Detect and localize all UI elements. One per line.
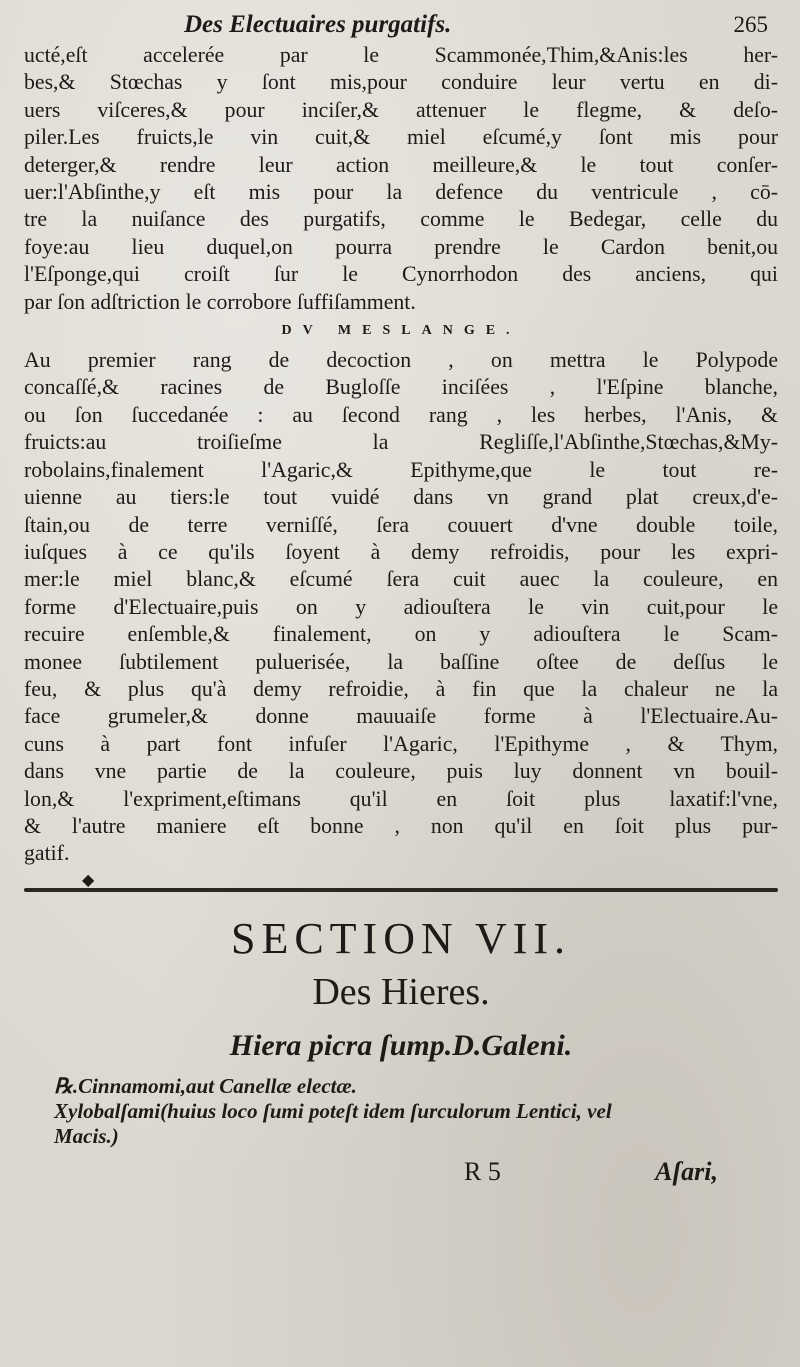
running-head-title: Des Electuaires purgatifs. (184, 11, 452, 38)
paragraph-1 (24, 42, 778, 316)
page-number: 265 (733, 12, 768, 37)
text-line: l'Eſponge,qui croiſt ſur le Cynorrhodon des anciens, qui (24, 262, 778, 287)
text-line: robolains,finalement l'Agaric,& Epithyme,que le tout re- (24, 457, 778, 482)
text-line: Au premier rang de decoction , on mettra le Polypode (24, 348, 778, 373)
text-line: mer:le miel blanc,& eſcumé ſera cuit auec la couleure, en (24, 567, 778, 592)
recipe-line: ℞.Cinnamomi,aut Canellæ electæ. (54, 1073, 357, 1098)
divider-bar (24, 888, 778, 892)
text-line: bes,& Stœchas y ſont mis,pour conduire leur vertu en di- (24, 70, 778, 95)
text-line: lon,& l'expriment,eſtimans qu'il en ſoit plus laxatif:l'vne, (24, 786, 778, 811)
recipe-ingredients (24, 1074, 778, 1149)
running-head (24, 10, 778, 40)
section-subtitle: Des Hieres. (312, 970, 490, 1013)
text-line: fruicts:au troiſieſme la Regliſſe,l'Abſinthe,Stœchas,&My- (24, 430, 778, 455)
text-line: foye:au lieu duquel,on pourra prendre le Cardon benit,ou (24, 234, 778, 259)
signature-mark: R 5 (464, 1156, 501, 1186)
text-line: uienne au tiers:le tout vuidé dans vn grand plat creux,d'e- (24, 485, 778, 510)
page-footer (24, 1149, 778, 1187)
text-line: uer:l'Abſinthe,y eſt mis pour la defence du ventricule , cō- (24, 180, 778, 205)
section-title: SECTION VII. (230, 913, 572, 963)
text-line: gatif. (24, 841, 70, 866)
text-line: ou ſon ſuccedanée : au ſecond rang , les herbes, l'Anis, & (24, 402, 778, 427)
section-divider (24, 869, 778, 896)
text-line: dans vne partie de la couleure, puis luy donnent vn bouil- (24, 759, 778, 784)
text-line: piler.Les fruicts,le vin cuit,& miel eſcumé,y ſont mis pour (24, 125, 778, 150)
text-line: cuns à part font infuſer l'Agaric, l'Epithyme , & Thym, (24, 731, 778, 756)
recipe-line: Xylobalſami(huius loco ſumi poteſt idem ſurculorum Lentici, vel (54, 1098, 612, 1123)
catchword: Aſari, (655, 1156, 718, 1186)
text-line: feu, & plus qu'à demy refroidie, à fin que la chaleur ne la (24, 676, 778, 701)
text-line: ſtain,ou de terre verniſſé, ſera couuert d'vne double toile, (24, 512, 778, 537)
text-line: par ſon adſtriction le corrobore ſuffiſamment. (24, 289, 416, 314)
text-line: uers viſceres,& pour inciſer,& attenuer le flegme, & deſo- (24, 97, 778, 122)
text-line: forme d'Electuaire,puis on y adiouſtera le vin cuit,pour le (24, 594, 778, 619)
text-line: iuſques à ce qu'ils ſoyent à demy refroidis, pour les expri- (24, 539, 778, 564)
text-line: deterger,& rendre leur action meilleure,& le tout conſer- (24, 152, 778, 177)
recipe-line: Macis.) (54, 1123, 119, 1148)
text-line: monee ſubtilement puluerisée, la baſſine oſtee de deſſus le (24, 649, 778, 674)
recipe-title: Hiera picra ſump.D.Galeni. (229, 1028, 573, 1062)
subheading: DV MESLANGE. (281, 323, 521, 339)
text-line: & l'autre maniere eſt bonne , non qu'il en ſoit plus pur- (24, 813, 778, 838)
text-line: ucté,eſt accelerée par le Scammonée,Thim,&Anis:les her- (24, 43, 778, 67)
text-line: recuire enſemble,& finalement, on y adiouſtera le Scam- (24, 622, 778, 647)
text-line: tre la nuiſance des purgatifs, comme le Bedegar, celle du (24, 207, 778, 232)
fleuron-icon: ◆ (82, 869, 95, 889)
paragraph-2 (24, 347, 778, 868)
text-line: concaſſé,& racines de Bugloſſe inciſées , l'Eſpine blanche, (24, 375, 778, 400)
text-line: face grumeler,& donne mauuaiſe forme à l'Electuaire.Au- (24, 704, 778, 729)
